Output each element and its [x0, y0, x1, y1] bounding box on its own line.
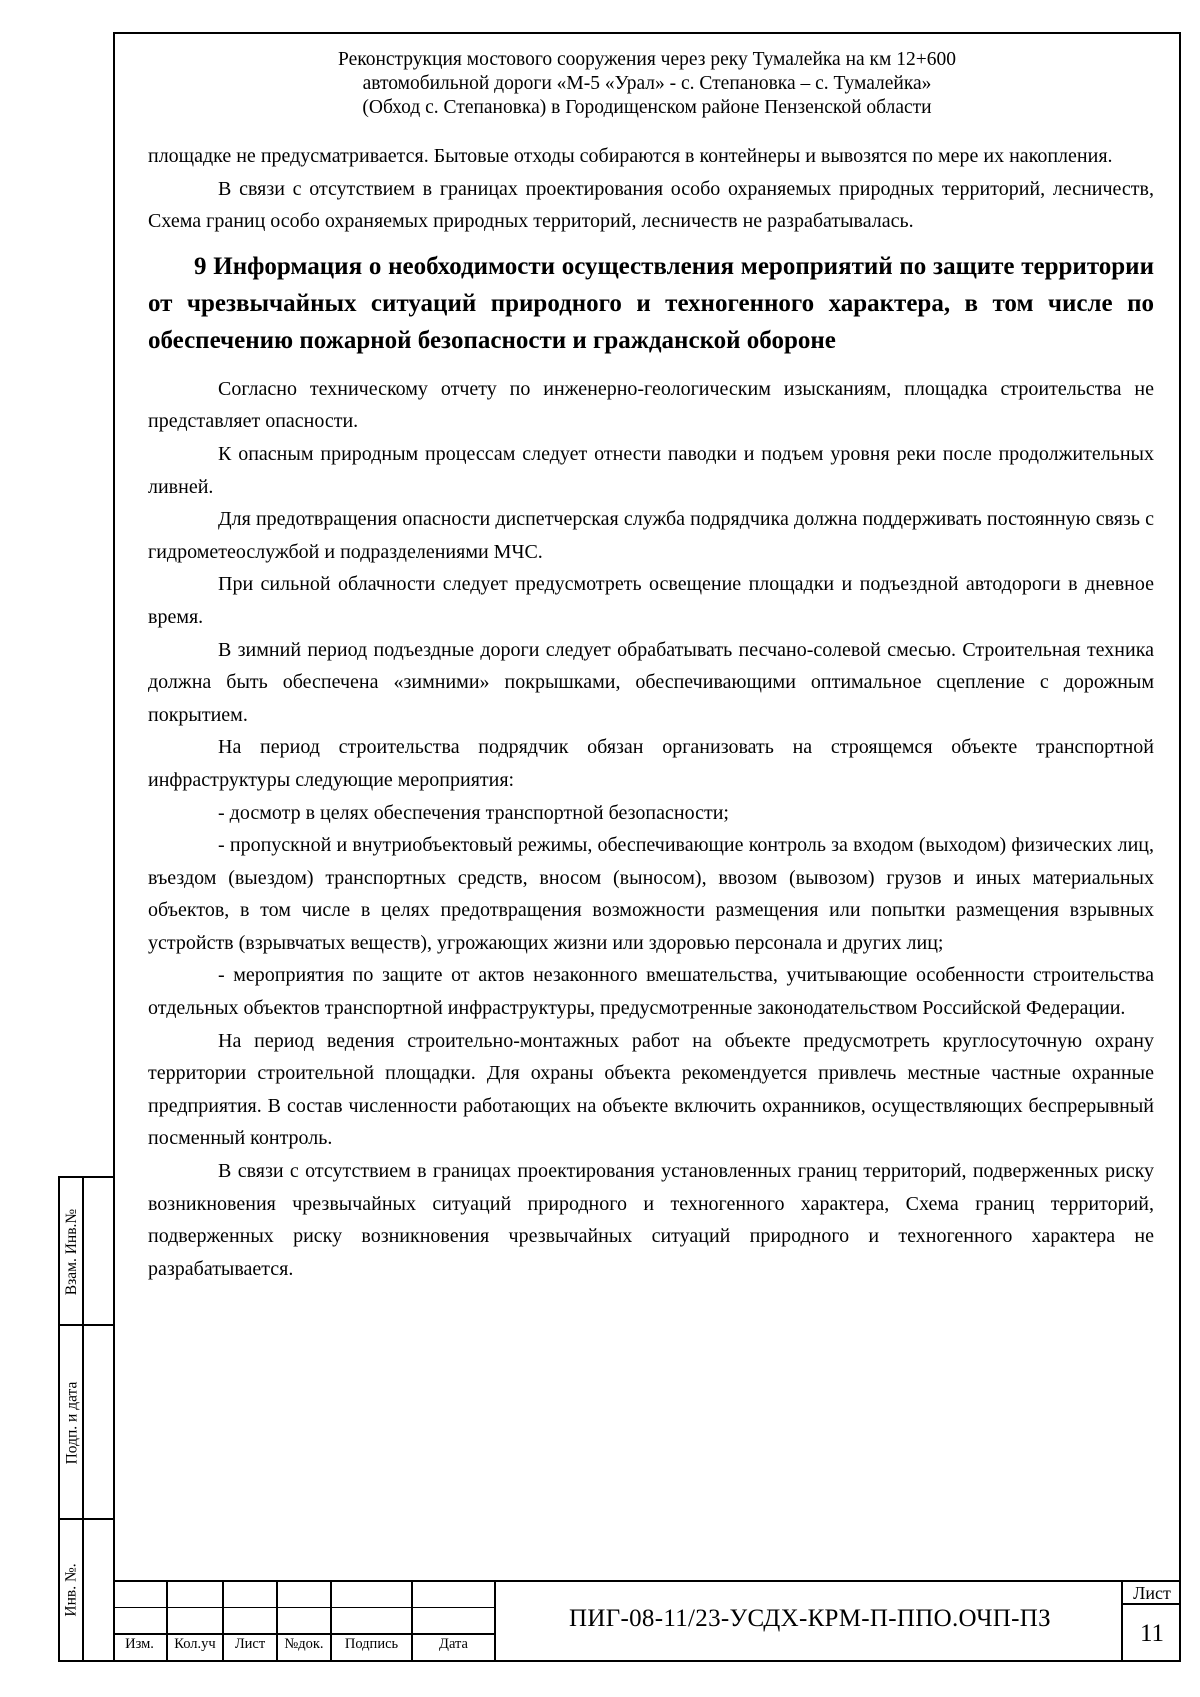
document-code: ПИГ-08-11/23-УСДХ-КРМ-П-ППО.ОЧП-ПЗ — [569, 1605, 1051, 1632]
title-block-col-line — [494, 1580, 496, 1662]
list-item: - пропускной и внутриобъектовый режимы, обеспечивающие контроль за входом (выходом) физических лиц, въездом (выездом) транспортных средств, вносом (выносом), ввозом (вывозом) грузов и иных материальных объектов, в том числе в целях предотвращения возможности размещения или попытки размещения взрывных устройств (взрывчатых веществ), угрожающих жизни или здоровью персонала и других лиц; — [148, 834, 1154, 954]
paragraph-oopt: В связи с отсутствием в границах проектирования особо охраняемых природных территорий, лесничеств, Схема границ особо охраняемых природных территорий, лесничеств не разрабатывалась. — [148, 177, 1154, 233]
paragraph: На период ведения строительно-монтажных работ на объекте предусмотреть круглосуточную охрану территории строительной площадки. Для охраны объекта рекомендуется привлечь местные частные охранные предприятия. В состав численности работающих на объекте включить охранников, осуществляющих беспрерывный посменный контроль. — [148, 1029, 1154, 1150]
paragraph: В связи с отсутствием в границах проектирования установленных границ территорий, подверженных риску возникновения чрезвычайных ситуаций природного и техногенного характера, Схема границ территорий, подверженных риску возникновения чрезвычайных ситуаций природного и техногенного характера не разрабатывается. — [148, 1160, 1154, 1280]
col-podpis: Подпись — [344, 1636, 399, 1652]
section-heading: 9 Информация о необходимости осуществления мероприятий по защите территории от чрезвычайных ситуаций природного и техногенного характера, в том числе по обеспечению пожарной безопасности и гражданской обороне — [148, 252, 1154, 354]
document-header — [113, 48, 1181, 120]
paragraph: При сильной облачности следует предусмотреть освещение площадки и подъездной автодороги в дневное время. — [148, 573, 1154, 628]
col-ndok: №док. — [284, 1636, 324, 1652]
paragraph: На период строительства подрядчик обязан организовать на строящемся объекте транспортной инфраструктуры следующие мероприятия: — [148, 736, 1154, 791]
list-item: - мероприятия по защите от актов незаконного вмешательства, учитывающие особенности строительства отдельных объектов транспортной инфраструктуры, предусмотренные законодательством Российской Федерации. — [148, 964, 1154, 1020]
paragraph: К опасным природным процессам следует отнести паводки и подъем уровня реки после продолжительных ливней. — [148, 442, 1154, 498]
document-body — [148, 140, 1154, 1285]
side-label-inv: Инв. №. — [63, 1563, 81, 1617]
paragraph-continued: площадке не предусматривается. Бытовые отходы собираются в контейнеры и вывозятся по мере их накопления. — [148, 145, 1113, 167]
side-strip — [58, 1176, 113, 1662]
title-block-row-line — [113, 1607, 496, 1608]
title-block-row-line — [113, 1633, 496, 1635]
paragraph: Согласно техническому отчету по инженерно-геологическим изысканиям, площадка строительства не представляет опасности. — [148, 377, 1154, 433]
col-kol-uch: Кол.уч — [174, 1636, 216, 1652]
paragraph: Для предотвращения опасности диспетчерская служба подрядчика должна поддерживать постоянную связь с гидрометеослужбой и подразделениями МЧС. — [148, 508, 1154, 563]
col-izm: Изм. — [125, 1636, 154, 1652]
list-item: - досмотр в целях обеспечения транспортной безопасности; — [218, 801, 729, 824]
side-label-vzam: Взам. Инв.№ — [63, 1208, 80, 1296]
sheet-number: 11 — [1139, 1620, 1165, 1647]
header-line-2: автомобильной дороги «М-5 «Урал» - с. Степановка – с. Тумалейка» — [362, 73, 932, 94]
side-label-podp: Подп. и дата — [63, 1381, 80, 1465]
paragraph: В зимний период подъездные дороги следует обрабатывать песчано-солевой смесью. Строительная техника должна быть обеспечена «зимними» покрышками, обеспечивающими оптимальное сцепление с дорожным покрытием. — [148, 638, 1154, 726]
col-data: Дата — [439, 1636, 468, 1652]
sheet-label: Лист — [1123, 1581, 1181, 1605]
header-line-3: (Обход с. Степановка) в Городищенском районе Пензенской области — [362, 97, 932, 118]
col-list: Лист — [234, 1636, 266, 1652]
header-line-1: Реконструкция мостового сооружения через реку Тумалейка на км 12+600 — [337, 49, 956, 70]
